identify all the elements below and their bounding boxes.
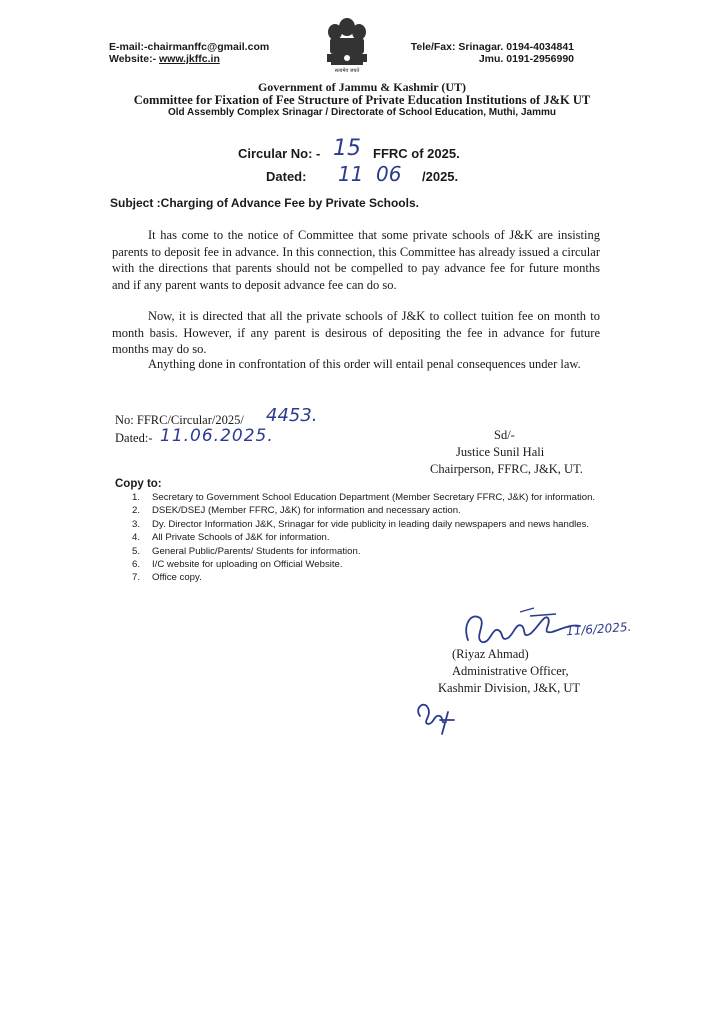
list-item: 2. DSEK/DSEJ (Member FFRC, J&K) for information and necessary action. [132, 505, 461, 517]
dated-day: 11 [338, 162, 364, 186]
list-item: 7. Office copy. [132, 572, 202, 584]
copy-to-label: Copy to: [115, 478, 162, 490]
signatory-designation: Chairperson, FFRC, J&K, UT. [430, 462, 583, 476]
subject-line: Subject :Charging of Advance Fee by Private Schools. [110, 196, 419, 210]
emblem-motto: सत्यमेव जयते [334, 68, 360, 74]
copy-to-list [132, 492, 602, 586]
initials-mark [410, 694, 460, 740]
officer-signature-date: 11/6/2025. [565, 619, 632, 639]
body-paragraph-1: It has come to the notice of Committee that some private schools of J&K are insisting parents to deposit fee in advance. In this connection, this Committee has already issued a circular with the directions that parents should not be compelled to pay advance fee for future months and if any parent wants to deposit advance fee can do so. [112, 228, 600, 292]
contact-jammu: Jmu. 0191-2956990 [478, 53, 574, 65]
body-paragraph-3: Anything done in confrontation of this order will entail penal consequences under law. [148, 357, 581, 371]
list-item: 1. Secretary to Government School Education Department (Member Secretary FFRC, J&K) for information. [132, 492, 596, 503]
dated-suffix: /2025. [422, 169, 459, 184]
reference-dated-value: 11.06.2025. [160, 426, 274, 446]
contact-telefax: Tele/Fax: Srinagar. 0194-4034841 [410, 41, 574, 53]
signatory-sd: Sd/- [494, 428, 515, 442]
committee-title: Committee for Fixation of Fee Structure of Private Education Institutions of J&K UT [133, 93, 591, 107]
circular-no-value: 15 [333, 136, 361, 161]
website-label: Website:- [109, 53, 159, 65]
list-item: 5. General Public/Parents/ Students for information. [132, 545, 361, 557]
list-item: 3. Dy. Director Information J&K, Srinagar for vide publicity in leading daily newspapers and news handles. [132, 518, 590, 530]
reference-no-value: 4453. [266, 405, 318, 426]
dated-month: 06 [376, 162, 402, 186]
list-item: 6. I/C website for uploading on Official Website. [132, 559, 343, 571]
government-title: Government of Jammu & Kashmir (UT) [257, 80, 467, 94]
circular-no-label: Circular No: - [238, 146, 321, 161]
reference-dated-label: Dated:- [115, 431, 153, 445]
address-line: Old Assembly Complex Srinagar / Directorate of School Education, Muthi, Jammu [167, 107, 557, 118]
website-link[interactable]: www.jkffc.in [158, 53, 220, 65]
signatory-name: Justice Sunil Hali [456, 445, 545, 459]
circular-no-suffix: FFRC of 2025. [373, 146, 460, 161]
dated-label: Dated: [266, 169, 307, 184]
list-item: 4. All Private Schools of J&K for information. [132, 532, 330, 544]
contact-email: E-mail:-chairmanffc@gmail.com [109, 41, 270, 53]
reference-no-label: No: FFRC/Circular/2025/ [115, 413, 244, 427]
contact-website [109, 53, 220, 65]
officer-block [438, 646, 580, 697]
officer-designation: Administrative Officer, [452, 664, 569, 678]
officer-division: Kashmir Division, J&K, UT [438, 681, 581, 695]
body-paragraph-2: Now, it is directed that all the private schools of J&K to collect tuition fee on month to month basis. However, if any parent is desirous of depositing the fee in advance for future months may do so. [112, 309, 600, 357]
officer-name: (Riyaz Ahmad) [452, 647, 529, 661]
